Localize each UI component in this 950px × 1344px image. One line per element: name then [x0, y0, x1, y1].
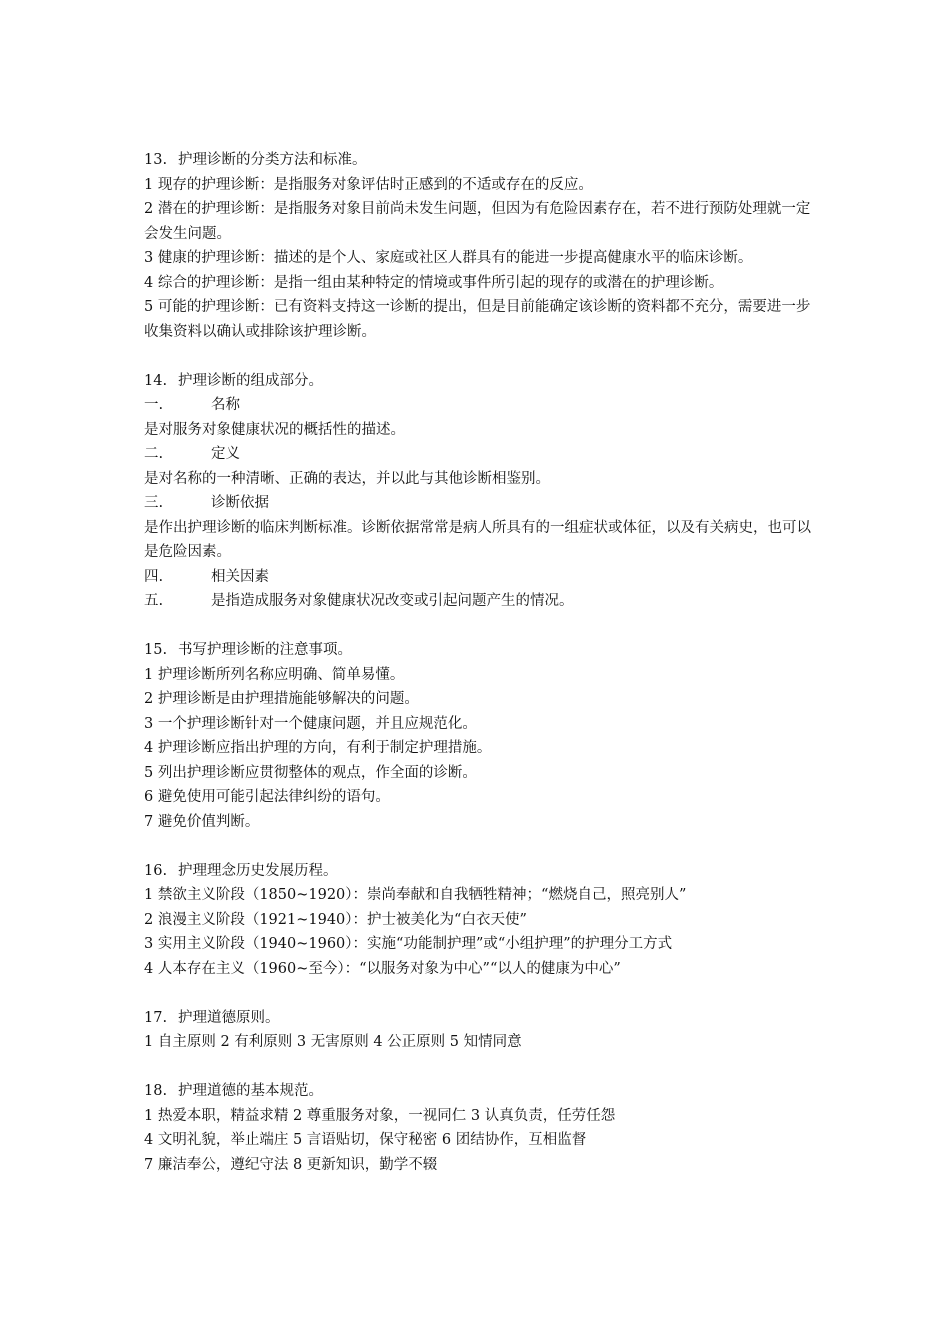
list-marker: 四. — [144, 568, 164, 585]
section-title: 书写护理诊断的注意事项。 — [178, 642, 352, 658]
paragraph-line: 3 一个护理诊断针对一个健康问题，并且应规范化。 — [144, 715, 477, 732]
section-title: 护理道德原则。 — [178, 1009, 280, 1026]
section-15 — [144, 638, 812, 834]
paragraph-line: 7 廉洁奉公，遵纪守法 8 更新知识，勤学不辍 — [144, 1156, 438, 1173]
list-marker: 一. — [144, 397, 164, 413]
paragraph-line: 3 健康的护理诊断：描述的是个人、家庭或社区人群具有的能进一步提高健康水平的临床诊断。 — [144, 250, 753, 266]
paragraph-line: 1 热爱本职，精益求精 2 尊重服务对象，一视同仁 3 认真负责，任劳任怨 — [144, 1107, 616, 1124]
section-17 — [144, 1006, 812, 1055]
list-item — [144, 589, 812, 614]
section-heading — [144, 1006, 812, 1031]
list-item — [144, 491, 812, 516]
paragraph-line: 4 人本存在主义（1960~至今）：“以服务对象为中心”“以人的健康为中心” — [144, 960, 621, 977]
list-item — [144, 393, 812, 418]
paragraph-line: 1 护理诊断所列名称应明确、简单易懂。 — [144, 666, 405, 683]
list-item-text: 诊断依据 — [211, 495, 269, 511]
paragraph-line: 4 文明礼貌，举止端庄 5 言语贴切，保守秘密 6 团结协作，互相监督 — [144, 1132, 587, 1148]
section-number: 15. — [144, 642, 168, 658]
paragraph-line: 是对服务对象健康状况的概括性的描述。 — [144, 421, 405, 438]
paragraph-line: 是对名称的一种清晰、正确的表达，并以此与其他诊断相鉴别。 — [144, 470, 550, 487]
list-marker: 三. — [144, 495, 164, 511]
list-item-text: 相关因素 — [211, 568, 269, 585]
section-heading — [144, 1079, 812, 1104]
paragraph-line: 1 现存的护理诊断：是指服务对象评估时正感到的不适或存在的反应。 — [144, 176, 593, 193]
paragraph-line: 3 实用主义阶段（1940~1960）：实施“功能制护理”或“小组护理”的护理分工方式 — [144, 936, 673, 952]
section-18 — [144, 1079, 812, 1177]
paragraph-line: 1 自主原则 2 有利原则 3 无害原则 4 公正原则 5 知情同意 — [144, 1034, 522, 1050]
paragraph-line: 2 潜在的护理诊断：是指服务对象目前尚未发生问题，但因为有危险因素存在，若不进行预防处理就一定会发生问题。 — [144, 201, 811, 242]
section-heading — [144, 369, 812, 394]
list-marker: 五. — [144, 593, 164, 609]
section-title: 护理诊断的分类方法和标准。 — [178, 152, 367, 168]
section-number: 14. — [144, 372, 168, 389]
section-number: 17. — [144, 1009, 168, 1026]
list-item — [144, 565, 812, 590]
section-number: 18. — [144, 1083, 168, 1099]
section-title: 护理道德的基本规范。 — [178, 1083, 323, 1099]
list-item-text: 是指造成服务对象健康状况改变或引起问题产生的情况。 — [211, 593, 574, 609]
paragraph-line: 6 避免使用可能引起法律纠纷的语句。 — [144, 789, 390, 805]
paragraph-line: 是作出护理诊断的临床判断标准。诊断依据常常是病人所具有的一组症状或体征，以及有关病史，也可以是危险因素。 — [144, 519, 811, 560]
list-marker: 二. — [144, 446, 164, 462]
paragraph-line: 2 护理诊断是由护理措施能够解决的问题。 — [144, 691, 419, 707]
paragraph-line: 4 综合的护理诊断：是指一组由某种特定的情境或事件所引起的现存的或潜在的护理诊断。 — [144, 274, 724, 291]
section-number: 13. — [144, 152, 168, 168]
paragraph-line: 7 避免价值判断。 — [144, 813, 260, 830]
section-14 — [144, 369, 812, 614]
section-heading — [144, 859, 812, 884]
section-number: 16. — [144, 862, 168, 879]
paragraph-line: 5 可能的护理诊断：已有资料支持这一诊断的提出，但是目前能确定该诊断的资料都不充分，需要进一步收集资料以确认或排除该护理诊断。 — [144, 299, 811, 340]
paragraph-line: 4 护理诊断应指出护理的方向，有利于制定护理措施。 — [144, 740, 492, 756]
section-heading — [144, 638, 812, 663]
paragraph-line: 5 列出护理诊断应贯彻整体的观点，作全面的诊断。 — [144, 764, 477, 781]
list-item — [144, 442, 812, 467]
paragraph-line: 2 浪漫主义阶段（1921~1940）：护士被美化为“白衣天使” — [144, 911, 527, 928]
list-item-text: 定义 — [211, 446, 240, 462]
section-13 — [144, 148, 812, 344]
section-title: 护理诊断的组成部分。 — [178, 372, 323, 389]
section-heading — [144, 148, 812, 173]
section-16 — [144, 859, 812, 982]
section-title: 护理理念历史发展历程。 — [178, 862, 338, 879]
document-body — [144, 148, 812, 1202]
list-item-text: 名称 — [211, 397, 240, 413]
paragraph-line: 1 禁欲主义阶段（1850~1920）：崇尚奉献和自我牺牲精神；“燃烧自己，照亮别人” — [144, 887, 687, 903]
